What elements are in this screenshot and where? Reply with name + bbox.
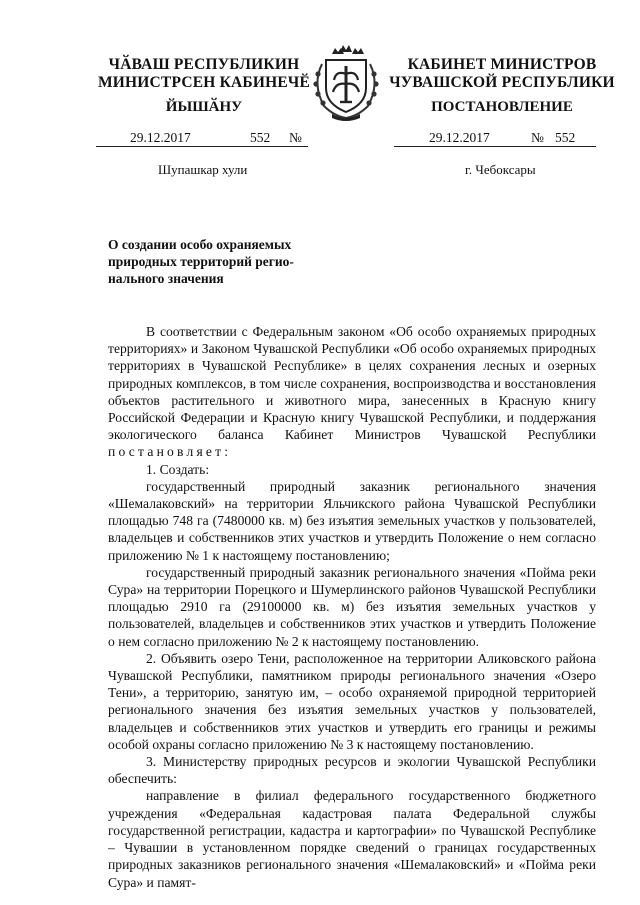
preamble-text: В соответствии с Федеральным законом «Об особо охраняемых природных территориях» и Законом Чувашской Республики «Об особо охраняемых природных территориях в Чувашской Республике» в целях сохранения лесных и озерных природных комплексов, в том числе сохранения, воспроизводства и восстановления объектов растительного и животного мира, занесенных в Красную книгу Российской Федерации и Красную книгу Чувашской Республики, и поддержания экологического баланса Кабинет Министров Чувашской Республики [108,324,596,443]
header-chuvash-line1: ЧӐВАШ РЕСПУБЛИКИН [108,56,300,73]
header-russian-line2: ЧУВАШСКОЙ РЕСПУБЛИКИ [389,74,615,91]
header-chuvash-line2: МИНИСТРСЕН КАБИНЕЧӖ [97,74,311,91]
subject-line-3: нального значения [108,271,224,286]
date-underline-right [394,146,596,147]
paragraph-item-1: 1. Создать: [146,461,210,477]
header-russian-line1: КАБИНЕТ МИНИСТРОВ [407,56,597,73]
date-right: 29.12.2017 [429,130,490,145]
paragraph-reserve-shemalakovsky: государственный природный заказник регионального значения «Шемалаковский» на территории Яльчикского района Чувашской Республики площадью 748 га (7480000 кв. м) без изъятия земельных участков у пользователей, владельцев и собственников этих участков и утвердить Положение о нем согласно приложению № 1 к настоящему постановлению; [108,478,596,563]
document-subject [108,236,338,287]
paragraph-preamble [108,323,596,461]
document-body [108,323,596,891]
date-left: 29.12.2017 [130,130,191,145]
paragraph-item-3: 3. Министерству природных ресурсов и экологии Чувашской Республики обеспечить: [108,754,596,787]
number-left: 552 [250,130,271,145]
doc-type-chuvash: ЙЫШӐНУ [165,99,243,115]
number-sign-left: № [289,130,302,145]
paragraph-cadastre: направление в филиал федерального государственного бюджетного учреждения «Федеральная кадастровая палата Федеральной службы государственной регистрации, кадастра и картографии» по Чувашской Республике – Чувашии в установленном порядке сведений о границах государственных природных заказников регионального значения «Шемалаковский» и «Пойма реки Сура» и памят- [108,788,596,890]
header-chuvash [96,56,312,92]
place-russian: г. Чебоксары [465,162,536,177]
coat-of-arms-icon [306,40,386,122]
subject-line-1: О создании особо охраняемых [108,237,292,252]
paragraph-item-2: 2. Объявить озеро Тени, расположенное на территории Аликовского района Чувашской Республики, памятником природы регионального значения «Озеро Тени», а территорию, занятую им, – особо охраняемой природной территорией регионального значения без изъятия земельных участков у пользователей, владельцев и собственников этих участков и утвердить его границы и режимы особой охраны согласно приложению № 3 к настоящему постановлению. [108,650,596,752]
decree-word: постановляет: [108,444,232,460]
date-underline-left [96,146,308,147]
place-chuvash: Шупашкар хули [158,162,248,177]
doc-type-russian: ПОСТАНОВЛЕНИЕ [431,99,573,115]
number-right: 552 [555,130,576,145]
paragraph-reserve-sura: государственный природный заказник регионального значения «Пойма реки Сура» на территории Порецкого и Шумерлинского районов Чувашской Республики площадью 2910 га (29100000 кв. м) без изъятия земельных участков у пользователей, владельцев и собственников этих участков и утвердить Положение о нем согласно приложению № 2 к настоящему постановлению. [108,564,596,649]
number-sign-right: № [531,130,544,145]
subject-line-2: природных территорий регио- [108,254,294,269]
header-russian [384,56,620,92]
